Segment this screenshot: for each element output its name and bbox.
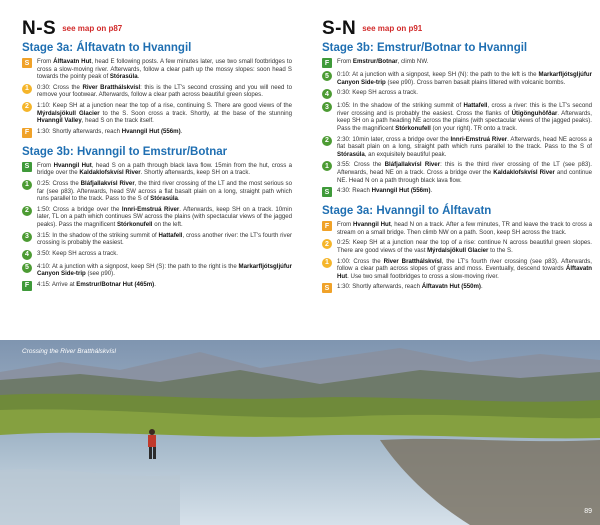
waypoint-marker-icon: 3	[22, 232, 32, 242]
waypoint-marker-icon: 2	[22, 102, 32, 112]
route-entry-text: 3:55: Cross the Bláfjallakvísl River: this is the third river crossing of the LT (see p83). Afterwards, head NE on a track. Cross a bridge over the Kaldaklofskvísl River and continue NE. Head N on a path through black lava flow.	[337, 161, 593, 184]
route-entry	[322, 136, 592, 159]
route-entry-text: 2:30: 10min later, cross a bridge over the Innri-Emstruá River. Afterwards, head NE across a flat basalt plain on a long, straight path which runs parallel to the track. Pass to the S of Stórasúla, an exquisitely beautiful peak.	[337, 135, 592, 158]
direction-heading-ns: N-S see map on p87	[22, 18, 123, 40]
right-column	[322, 18, 592, 299]
route-entry	[322, 239, 592, 254]
route-entry-text: 4:15: Arrive at Emstrur/Botnar Hut (465m).	[37, 280, 156, 288]
route-entry	[322, 221, 592, 236]
waypoint-marker-icon: F	[22, 128, 32, 138]
route-entry	[322, 161, 592, 184]
river-crossing-photo	[0, 340, 600, 525]
route-entry-text: 1:50: Cross a bridge over the Innri-Emstruá River. Afterwards, keep SH on a track. 10min later, TL on a path which continues SW across the plains (with spectacular views of the jagged peaks). Pass the magnificent Stórkonufell on the left.	[37, 205, 292, 228]
route-entry-text: 1:30: Shortly afterwards, reach Álftavatn Hut (550m).	[337, 283, 483, 291]
waypoint-marker-icon: F	[22, 281, 32, 291]
route-entry-text: 1:30: Shortly afterwards, reach Hvanngil Hut (556m).	[37, 127, 183, 135]
route-entry	[322, 102, 592, 132]
route-entry-text: 1:05: In the shadow of the striking summit of Hattafell, cross a river: this is the LT's second river crossing and is probably the easiest. Cross the flanks of Útigönguhöfðar. Afterwards, keep SH on a path heading NE across the plains (with spectacular views of the jagged peaks). Pass the magnificent Stórkonufell (on your right). TR onto a track.	[337, 102, 592, 132]
waypoint-marker-icon: 2	[322, 239, 332, 249]
see-map-link[interactable]: see map on p91	[362, 24, 423, 33]
waypoint-marker-icon: S	[322, 187, 332, 197]
right-sections	[322, 41, 592, 299]
waypoint-marker-icon: 1	[22, 180, 32, 190]
route-entry	[322, 283, 592, 293]
left-column	[22, 18, 292, 297]
waypoint-marker-icon: 2	[322, 136, 332, 146]
waypoint-marker-icon: F	[322, 221, 332, 231]
waypoint-marker-icon: 5	[322, 71, 332, 81]
waypoint-marker-icon: S	[22, 58, 32, 68]
route-entry-text: 0:25: Keep SH at a junction near the top of a rise: continue N across beautiful green slopes. There are good views of the vast Mýrdalsjökull Glacier to the S.	[337, 239, 592, 254]
route-entry-text: 3:50: Keep SH across a track.	[37, 249, 118, 257]
route-entry	[22, 58, 292, 81]
route-entry	[322, 89, 592, 99]
route-entry	[22, 162, 292, 177]
left-sections	[22, 41, 292, 297]
stage-title: Stage 3b: Hvanngil to Emstrur/Botnar	[22, 145, 228, 158]
route-entry-text: From Hvanngil Hut, head S on a path through black lava flow. 15min from the hut, cross a bridge over the Kaldaklofskvísl River. Shortly afterwards, keep SH on a track.	[37, 161, 292, 177]
route-entry	[322, 58, 592, 68]
direction-heading-sn: S-N see map on p91	[322, 18, 423, 40]
route-entry-text: 0:25: Cross the Bláfjallakvísl River, the third river crossing of the LT and the most serious so far (see p83). Afterwards, head SW across a flat basalt plain on a long, straight path which runs parallel to the track. Pass to the S of Stórasúla.	[37, 179, 292, 203]
route-entry	[322, 71, 592, 86]
route-entry-text: 4:10: At a junction with a signpost, keep SH (S): the path to the right is the Markarfljótsgljúfur Canyon Side-trip (see p90).	[37, 262, 292, 278]
route-entry	[22, 102, 292, 125]
waypoint-marker-icon: S	[22, 162, 32, 172]
waypoint-marker-icon: 5	[22, 263, 32, 273]
waypoint-marker-icon: 1	[322, 258, 332, 268]
route-entry-text: 1:10: Keep SH at a junction near the top of a rise, continuing S. There are good views of the Mýrdalsjökull Glacier to the S. Soon cross a track. Shortly, at the base of the stunning Hvanngil Valley, head S on the track itself.	[37, 101, 292, 125]
route-entry-text: From Álftavatn Hut, head E following posts. A few minutes later, use two small footbridges to cross a slow-moving river. Afterwards, follow a clear path up the mossy slopes: soon head S towards the pointy peak of Stórasúla.	[37, 58, 292, 81]
route-entry	[22, 128, 292, 138]
waypoint-marker-icon: S	[322, 283, 332, 293]
route-entry	[22, 206, 292, 229]
route-entry-text: 1:00: Cross the River Bratthálskvísl, the LT's fourth river crossing (see p83). Afterwards, follow a clear path across slopes of grass and moss. Eventually, descend towards Álftavatn Hut. Use two small footbridges to cross a slow-moving river.	[337, 257, 592, 280]
route-entry	[22, 250, 292, 260]
waypoint-marker-icon: 2	[22, 206, 32, 216]
stage-title: Stage 3b: Emstrur/Botnar to Hvanngil	[322, 42, 528, 55]
see-map-link[interactable]: see map on p87	[62, 24, 123, 33]
waypoint-marker-icon: 4	[322, 89, 332, 99]
route-entry-text: 0:10: At a junction with a signpost, keep SH (N): the path to the left is the Markarfljótsgljúfur Canyon Side-trip (see p90). Cross barren basalt plains littered with volcanic bombs.	[337, 71, 592, 86]
route-entry	[322, 258, 592, 281]
route-entry	[22, 281, 292, 291]
route-entry	[22, 263, 292, 278]
waypoint-marker-icon: 3	[322, 102, 332, 112]
route-entry	[22, 84, 292, 99]
stage-title: Stage 3a: Álftavatn to Hvanngil	[22, 42, 192, 55]
route-entry-text: 4:30: Reach Hvanngil Hut (556m).	[337, 187, 433, 195]
route-entry	[22, 232, 292, 247]
waypoint-marker-icon: 4	[22, 250, 32, 260]
route-entry	[22, 180, 292, 203]
route-entry-text: 3:15: In the shadow of the striking summit of Hattafell, cross another river: the LT's fourth river crossing is probably the easiest.	[37, 231, 292, 247]
stage-title: Stage 3a: Hvanngil to Álftavatn	[322, 205, 492, 218]
route-entry	[322, 187, 592, 197]
waypoint-marker-icon: 1	[322, 161, 332, 171]
route-entry-text: From Hvanngil Hut, head N on a track. After a few minutes, TR and leave the track to cross a stream on a small bridge. Then climb NW on a path. Soon, keep SH across the track.	[337, 221, 593, 236]
waypoint-marker-icon: F	[322, 58, 332, 68]
page-number: 89	[584, 508, 592, 515]
photo-caption: Crossing the River Bratthálskvísl	[22, 348, 116, 355]
route-entry-text: From Emstrur/Botnar, climb NW.	[337, 58, 429, 66]
waypoint-marker-icon: 1	[22, 84, 32, 94]
route-entry-text: 0:30: Cross the River Bratthálskvísl: this is the LT's second crossing and you will need to remove your footwear. Afterwards, follow a clear path across beautiful green slopes.	[37, 83, 292, 99]
route-entry-text: 0:30: Keep SH across a track.	[337, 89, 418, 97]
